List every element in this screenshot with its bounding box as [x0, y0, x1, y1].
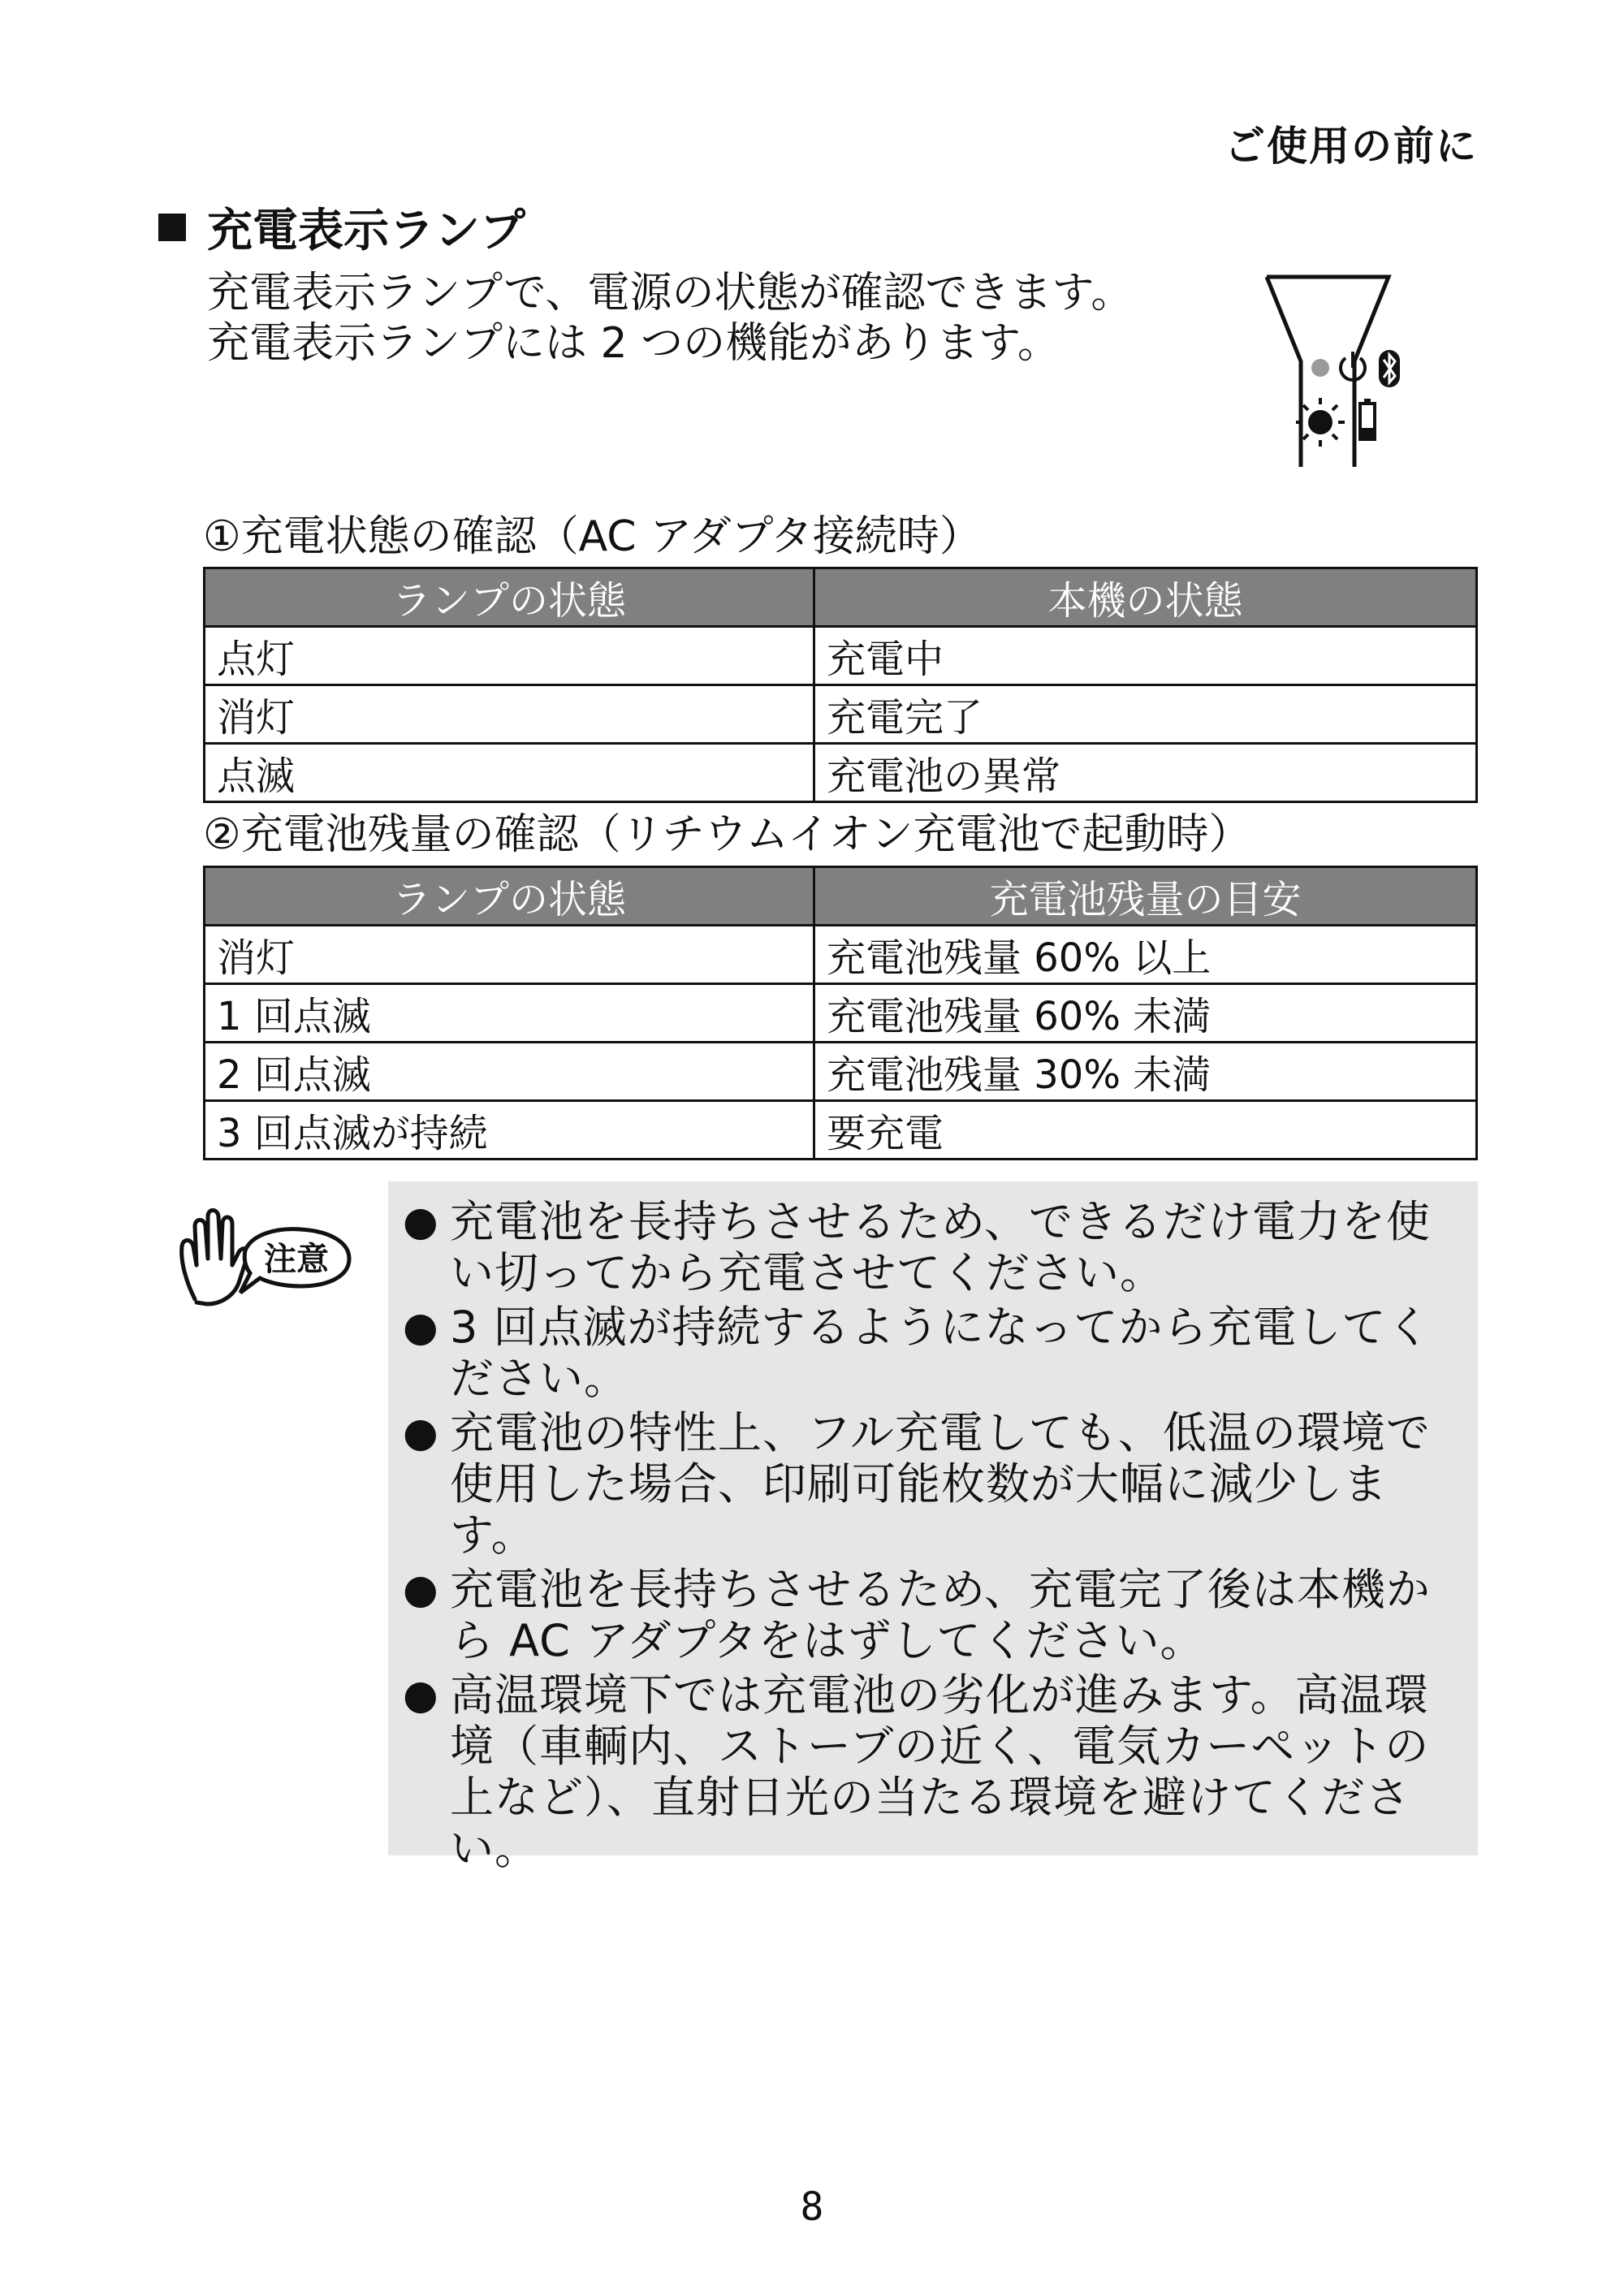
- table-header-row: [205, 568, 1477, 627]
- section-heading: [158, 195, 525, 260]
- intro-text: [207, 268, 1133, 369]
- caution-box: [388, 1181, 1478, 1874]
- battery-level-table: [203, 866, 1478, 1160]
- table-cell: 充電池残量 60% 未満: [814, 984, 1477, 1043]
- table-row: [205, 627, 1477, 685]
- table-row: [205, 744, 1477, 802]
- table2-title: ②充電池残量の確認（リチウムイオン充電池で起動時）: [203, 810, 1251, 859]
- table-cell: 充電完了: [814, 685, 1477, 744]
- page-number: 8: [800, 2184, 824, 2230]
- table-cell: 充電中: [814, 627, 1477, 685]
- bullet-icon: ●: [403, 1409, 439, 1456]
- table-row: [205, 685, 1477, 744]
- caution-item: [403, 1196, 1462, 1298]
- caution-item: [403, 1302, 1462, 1404]
- caution-line: い。: [450, 1823, 539, 1874]
- table-cell: 充電池残量 60% 以上: [814, 926, 1477, 984]
- table1-title: ①充電状態の確認（AC アダプタ接続時）: [203, 512, 982, 561]
- bullet-icon: ●: [403, 1671, 439, 1718]
- caution-line: 充電池を長持ちさせるため、できるだけ電力を使: [450, 1196, 1431, 1247]
- caution-line: ださい。: [450, 1353, 628, 1404]
- table-cell: 点滅: [205, 744, 814, 802]
- blinking-lamp-icon: [1296, 398, 1345, 447]
- intro-line-1: 充電表示ランプで、電源の状態が確認できます。: [207, 269, 1134, 317]
- header-section-label: ご使用の前に: [1224, 123, 1478, 170]
- caution-line: い切ってから充電させてください。: [450, 1247, 1164, 1298]
- table-cell: 点灯: [205, 627, 814, 685]
- bullet-icon: ●: [403, 1303, 439, 1350]
- table-cell: 消灯: [205, 926, 814, 984]
- table-cell: 充電池の異常: [814, 744, 1477, 802]
- table-cell: 3 回点滅が持続: [205, 1101, 814, 1160]
- table-row: [205, 1101, 1477, 1160]
- table-row: [205, 984, 1477, 1043]
- caution-label: 注意: [264, 1241, 329, 1278]
- lamp-panel-diagram: [1259, 272, 1445, 467]
- table-header-row: [205, 867, 1477, 926]
- square-bullet-icon: [158, 214, 186, 241]
- caution-item: [403, 1669, 1462, 1874]
- caution-line: ら AC アダプタをはずしてください。: [450, 1615, 1205, 1666]
- caution-line: 充電池を長持ちさせるため、充電完了後は本機か: [450, 1564, 1431, 1615]
- section-title: 充電表示ランプ: [207, 205, 525, 257]
- table-cell: 充電池残量 30% 未満: [814, 1043, 1477, 1101]
- table-cell: 2 回点滅: [205, 1043, 814, 1101]
- caution-line: す。: [450, 1509, 536, 1561]
- table-cell: 1 回点滅: [205, 984, 814, 1043]
- table-header-cell: 本機の状態: [814, 568, 1477, 627]
- table-cell: 要充電: [814, 1101, 1477, 1160]
- status-dot-icon: [1311, 359, 1329, 377]
- table-header-cell: ランプの状態: [205, 568, 814, 627]
- caution-line: 上など）、直射日光の当たる環境を避けてくださ: [450, 1772, 1410, 1823]
- caution-line: 使用した場合、印刷可能枚数が大幅に減少しま: [450, 1458, 1388, 1509]
- battery-icon: [1360, 399, 1375, 439]
- table-cell: 消灯: [205, 685, 814, 744]
- caution-item: [403, 1564, 1462, 1666]
- bluetooth-icon: [1379, 350, 1400, 387]
- caution-line: 充電池の特性上、フル充電しても、低温の環境で: [450, 1407, 1431, 1458]
- caution-line: 境（車輌内、ストーブの近く、電気カーペットの: [450, 1721, 1430, 1772]
- charging-status-table: [203, 567, 1478, 803]
- table-header-cell: 充電池残量の目安: [814, 867, 1477, 926]
- bullet-icon: ●: [403, 1566, 439, 1613]
- hand-stop-icon: [171, 1202, 357, 1315]
- table-row: [205, 1043, 1477, 1101]
- caution-list: [388, 1181, 1478, 1874]
- caution-line: 3 回点滅が持続するようになってから充電してく: [450, 1302, 1432, 1353]
- table-header-cell: ランプの状態: [205, 867, 814, 926]
- caution-item: [403, 1407, 1462, 1561]
- intro-line-2: 充電表示ランプには 2 つの機能があります。: [207, 319, 1060, 368]
- caution-line: 高温環境下では充電池の劣化が進みます。高温環: [450, 1669, 1429, 1721]
- table-row: [205, 926, 1477, 984]
- bullet-icon: ●: [403, 1198, 439, 1245]
